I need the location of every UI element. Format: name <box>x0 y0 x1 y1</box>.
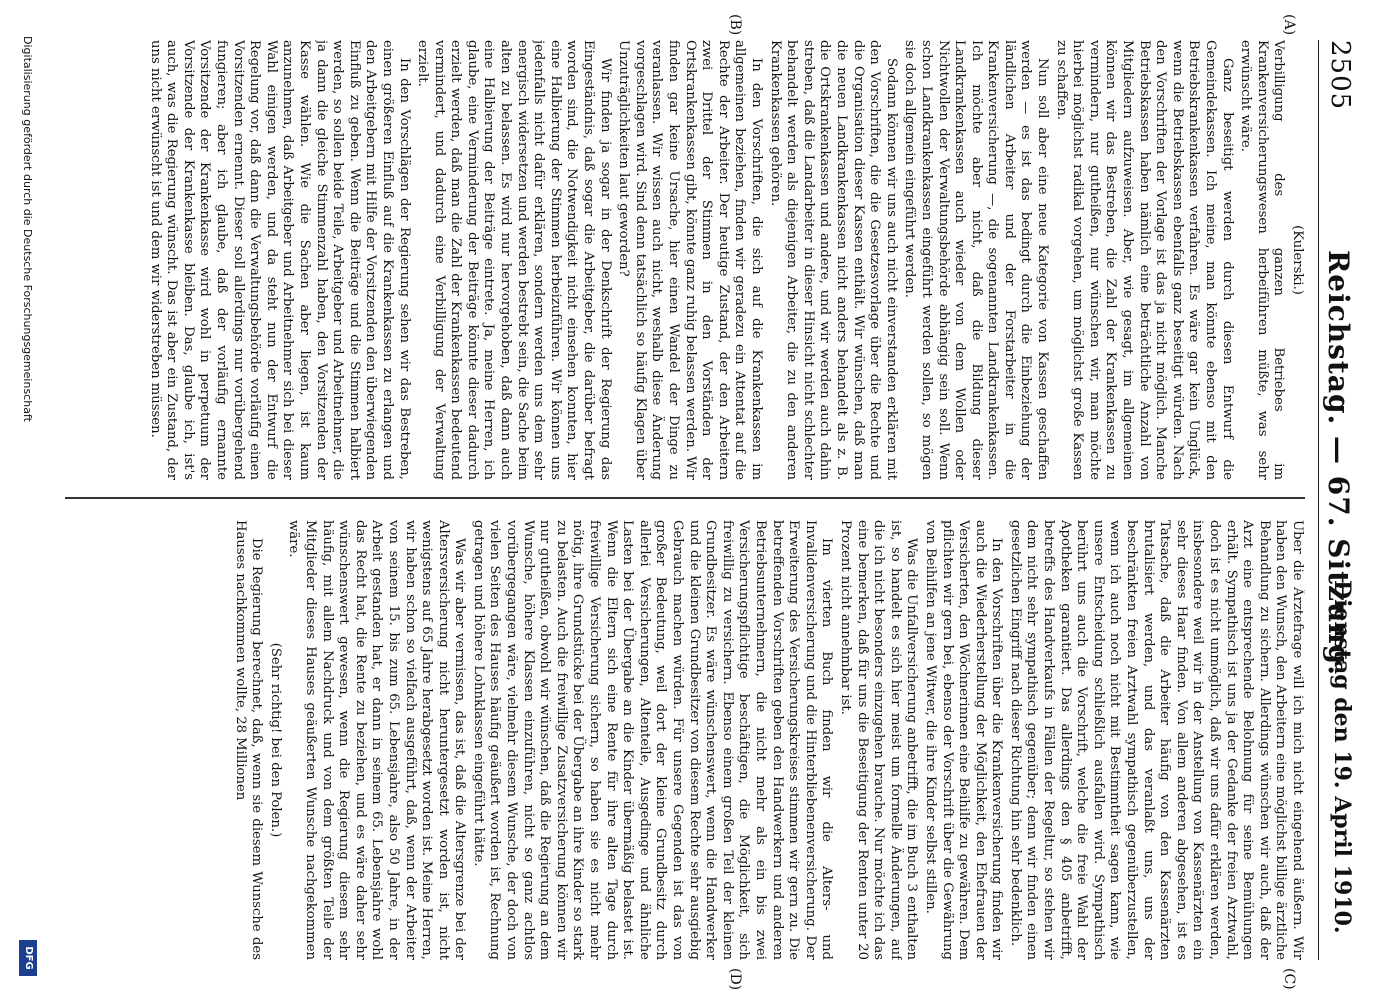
interjection: (Sehr richtig! bei den Polen.) <box>267 642 283 838</box>
paragraph: In den Vorschriften, die sich auf die Krankenkassen im allgemeinen beziehen, finden wir geradezu ein Attentat auf die Rechte der Arbeiter. Der heutige Zustand, der den Arbeitern zwei Drittel der Stimmen in den Vorständen der Ortskrankenkassen gibt, könnte ganz ruhig belassen werden. Wir finden gar keine Ursache, hier einen Wandel der Dinge zu veranlassen. Wir wissen auch nicht, weshalb diese Änderung vorgeschlagen wird. Sind denn tatsächlich so häufig Klagen über Unzuträglichkeiten laut geworden? <box>616 40 764 480</box>
speaker-label: (Kulerski.) <box>1290 225 1305 295</box>
paragraph: Was die Unfallversicherung anbetrifft, die im Buch 3 enthalten ist, so handelt es sich hier meist um formelle Änderungen, auf die ich nicht besonders einzugehen brauche. Nur möchte ich das eine bemerken, daß für uns die Beseitigung der Renten unter 20 Prozent nicht annehmbar ist. <box>837 520 920 960</box>
session-date: Dienstag den 19. April 1910. <box>1329 580 1355 934</box>
page-title: Reichstag. — 67. Sitzung. <box>1322 250 1355 676</box>
funding-note: Digitalisierung gefördert durch die Deutsche Forschungsgemeinschaft <box>21 36 34 422</box>
right-column <box>65 520 1305 960</box>
paragraph: In den Vorschlägen der Regierung sehen wir das Bestreben, einen größeren Einfluß auf die Krankenkassen zu erlangen und den Arbeitgebern mit Hilfe der Vorsitzenden den überwiegenden Einfluß zu geben. Wenn die Beiträge und die Stimmen halbiert werden, so sollen beide Teile, Arbeitgeber und Arbeitnehmer, die ja dann die gleiche Stimmenzahl haben, den Vorsitzenden der Kasse wählen. Wie die Sachen aber liegen, ist kaum anzunehmen, daß Arbeitgeber und Arbeitnehmer sich bei dieser Wahl einigen werden, und da steht nun der Entwurf die Regelung vor, daß dann die Verwaltungsbehörde vorläufig einen Vorsitzenden ernennt. Dieser soll allerdings nur vorübergehend fungieren; aber ich glaube, daß der vorläufig ernannte Vorsitzende der Krankenkasse wird wohl in perpetuum der Vorsitzende der Krankenkasse bleiben. Das, glaube ich, ist's auch, was die Regierung wünscht. Das ist aber ein Zustand, der uns nicht erwünscht ist und dem wir widerstreben müssen. <box>147 40 412 480</box>
page-header <box>1318 40 1359 960</box>
paragraph: Die Regierung berechnet, daß, wenn sie diesem Wunsche des Hauses nachkommen wollte, 28 Millionen <box>232 520 265 960</box>
paragraph: Im vierten Buch finden wir die Alters- und Invalidenversicherung und die Hinterbliebenenversicherung. Der Erweiterung des Versicherungskreises stimmen wir gern zu. Die betreffenden Vorschriften geben den Handwerkern und anderen Betriebsunternehmern, die nicht mehr als ein bis zwei Versicherungspflichtige beschäftigen, die Möglichkeit, sich freiwillig zu versichern. Ebenso einem großen Teil der kleinen Grundbesitzer. Es wäre wünschenswert, wenn die Handwerker und die kleinen Grundbesitzer von diesem Rechte sehr ausgiebig Gebrauch machen würden. Für unsere Gegenden ist das von großer Bedeutung, weil dort der kleine Grundbesitz durch allerlei Versicherungen, Altenteile, Ausgedinge und ähnliche Lasten bei der Übergabe an die Kinder übermäßig belastet ist. Wenn die Eltern sich eine Rente für ihre alten Tage durch freiwillige Versicherung sichern, so haben sie es nicht mehr nötig, ihre Grundstücke bei der Übergabe an ihre Kinder so stark zu belasten. Auch die freiwillige Zusatzversicherung können wir nur gutheißen, obwohl wir wünschen, daß die Regierung an dem Wunsche, höhere Klassen einzuführen, nicht so ganz achtlos vorübergegangen wäre, vielmehr diesem Wunsche, der doch von vielen Seiten des Hauses häufig geäußert worden ist, Rechnung getragen und höhere Lohnklassen eingeführt hätte. <box>470 520 835 960</box>
margin-letter-a: (A) <box>1281 14 1297 36</box>
digitization-footer <box>15 36 37 976</box>
page-number: 2505 <box>1325 40 1355 111</box>
paragraph: Verbilligung des ganzen Betriebes im Krankenversicherungswesen herbeiführen müßte, was sehr erwünscht wäre. <box>1238 40 1287 480</box>
column-divider <box>65 497 1305 499</box>
paragraph: Nun soll aber eine neue Kategorie von Kassen geschaffen werden — es ist das bedingt durch die Einbeziehung der ländlichen Arbeiter und der Forstarbeiter in die Krankenversicherung —, die sogenannten Landkrankenkassen. Ich möchte aber nicht, daß die Bildung dieser Landkrankenkassen auch wieder von dem Wollen oder Nichtwollen der Verwaltungsbehörde abhängig sein soll. Wenn schon Landkrankenkassen eingeführt werden sollen, so mögen sie doch allgemein eingeführt werden. <box>902 40 1051 480</box>
paragraph: Über die Ärztefrage will ich mich nicht eingehend äußern. Wir haben den Wunsch, den Arbeitern eine möglichst billige ärztliche Behandlung zu sichern. Allerdings wünschen wir auch, daß der Arzt eine entsprechende Belohnung für seine Bemühungen erhält. Sympathisch ist uns ja der Gedanke der freien Arztwahl, doch ist es nicht unmöglich, daß wir uns dafür erklären werden, insbesondere weil wir in der Anstellung von Kassenärzten ein sehr dieses Haar finden. Von allem anderen abgesehen, ist es Tatsache, daß die Arbeiter häufig von den Kassenärzten brutalisiert werden, und das veranlaßt uns, uns der beschränkten freien Arztwahl sympathisch gegenüberzustellen, wenn ich auch noch nicht mit Bestimmtheit sagen kann, wie unsere Entscheidung schließlich ausfallen wird. Sympathisch berührt uns auch die Vorschrift, welche die freie Wahl der Apotheken garantiert. Das allerdings den § 405 anbetrifft, betreffs des Handverkaufs in Fällen der Regeltur, so stehen wir dem nicht sehr sympathisch gegenüber; denn wir finden einen gesetzlichen Eingriff nach dieser Richtung hin sehr bedenklich. <box>1007 520 1305 960</box>
dfg-logo: DFG <box>19 940 37 976</box>
paragraph: Sodann können wir uns auch nicht einverstanden erklären mit den Vorschriften, die die Gesetzesvorlage über die Rechte und die Organisation dieser Kassen enthält. Wir wünschen, daß man die neuen Landkrankenkassen nicht anders behandelt als z. B. die Ortskrankenkassen und andere, und wir werden auch dahin streben, daß die Landarbeiter in dieser Hinsicht nicht schlechter behandelt werden als diejenigen Arbeiter, die zu den anderen Krankenkassen gehören. <box>767 40 899 480</box>
paragraph: Ganz beseitigt werden durch diesen Entwurf die Gemeindekassen. Ich meine, man könnte ebenso mit den Betriebskrankenkassen verfahren. Es wäre gar kein Unglück, wenn die Betriebskassen ebenfalls ganz beseitigt würden. Nach den Vorschriften der Vorlage ist das ja nicht möglich. Manche Betriebskassen haben nämlich eine beträchtliche Anzahl von Mitgliedern aufzuweisen. Aber, wie gesagt, im allgemeinen können wir das Bestreben, die Zahl der Krankenkassen zu vermindern, nur gutheißen, nur wünschen wir, man möchte hierbei möglichst radikal vorgehen, um möglichst große Kassen zu schaffen. <box>1053 40 1235 480</box>
left-column <box>65 40 1305 480</box>
paragraph: Wir finden ja sogar in der Denkschrift der Regierung das Eingeständnis, daß sogar die Arbeitgeber, die darüber befragt worden sind, die Notwendigkeit nicht einsehen konnten, hier eine Halbierung der Stimmen herbeizuführen. Wir können uns jedenfalls nicht dafür erklären, sondern werden uns dem sehr energisch widersetzen und werden bestrebt sein, die Sache beim alten zu belassen. Es wird nur hervorgehoben, daß dann auch eine Halbierung der Beiträge eintrete. Ja, meine Herren, ich glaube, eine Verminderung der Beiträge könnte dieser dadurch erzielt werden, daß man die Zahl der Krankenkassen bedeutend vermindert, und dadurch eine Verbilligung der Verwaltung erzielt. <box>415 40 613 480</box>
paragraph: Was wir aber vermissen, das ist, daß die Altersgrenze bei der Altersversicherung nicht heruntergesetzt worden ist, nicht wenigstens auf 65 Jahre herabgesetzt worden ist. Meine Herren, wir haben schon so vielfach ausgeführt, daß, wenn der Arbeiter von seinem 15. bis zum 65. Lebensjahre, also 50 Jahre, in der Arbeit gestanden hat, er dann in seinem 65. Lebensjahre wohl das Recht hat, die Rente zu beziehen, und es wäre daher sehr wünschenswert gewesen, wenn die Regierung diesem sehr häufig, mit allem Nachdruck und von dem größten Teile der Mitglieder dieses Hauses geäußerten Wunsche nachgekommen wäre. <box>286 520 468 960</box>
margin-letter-d: (D) <box>727 968 743 991</box>
margin-letter-c: (C) <box>1281 968 1297 990</box>
paragraph: In den Vorschriften über die Krankenversicherung finden wir auch die Wiederherstellung der Möglichkeit, den Ehefrauen der Versicherten, den Wöchnerinnen eine Beihilfe zu gewähren. Dem pflichten wir gern bei, ebenso der Vorschrift über die Gewährung von Beihilfen an jene Witwer, die ihre Kinder selbst stillen. <box>922 520 1005 960</box>
margin-letter-b: (B) <box>727 14 743 36</box>
